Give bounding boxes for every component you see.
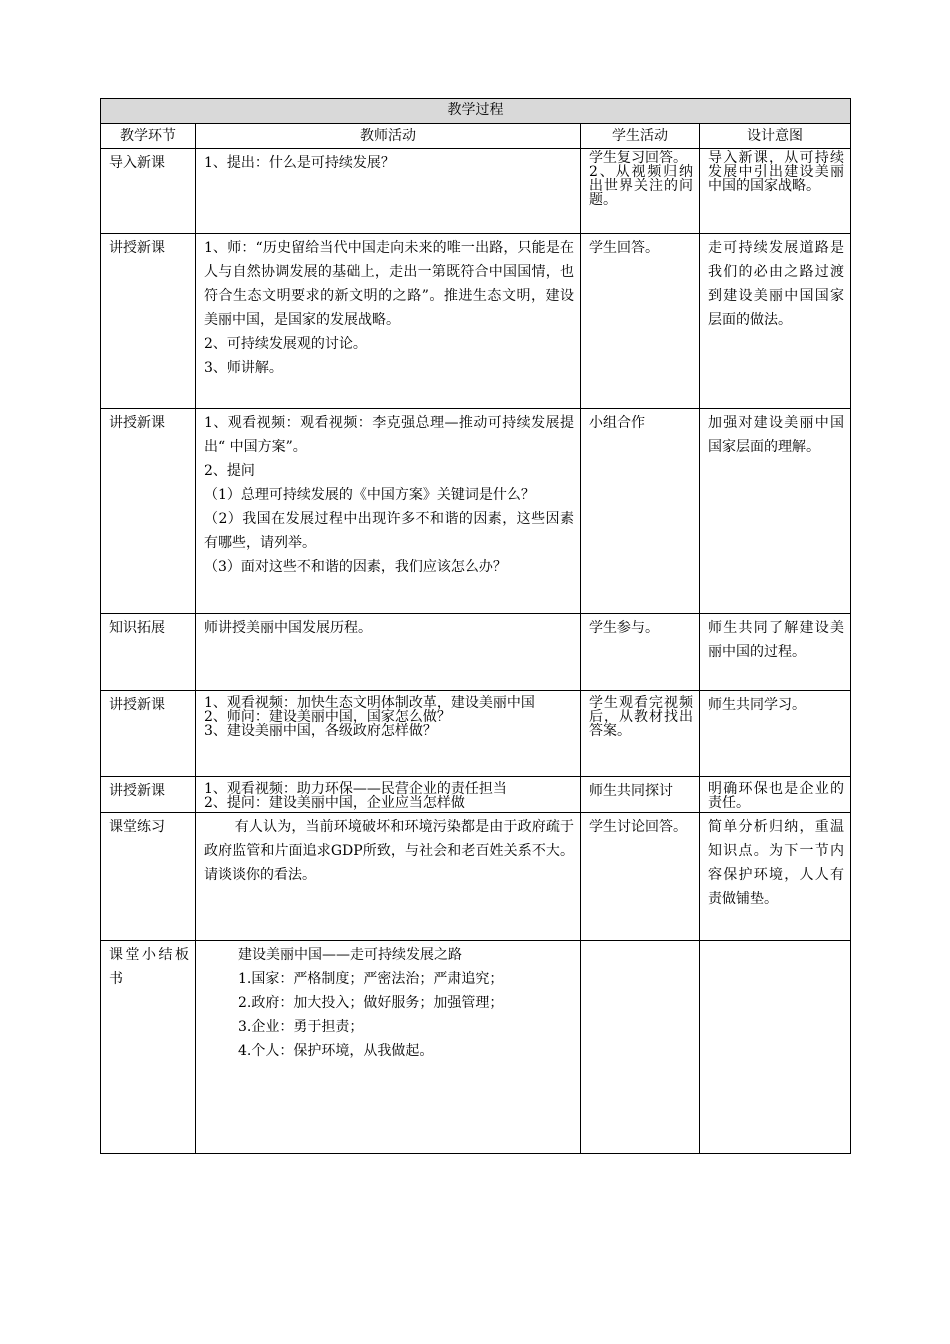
teacher-line: 2、可持续发展观的讨论。 — [204, 336, 367, 352]
teacher-line: 2、提问 — [204, 463, 255, 479]
student-line: 学生参与。 — [589, 620, 659, 636]
teacher-line: 1、师：“历史留给当代中国走向未来的唯一出路，只能是在人与自然协调发展的基础上，走出一第既符合中国国情，也符合生态文明要求的新文明的之路”。推进生态文明，建设美丽中国，是国家的发展战略。 — [204, 240, 574, 328]
student-cell — [581, 813, 700, 941]
table-title-row — [101, 99, 851, 124]
intent-cell — [700, 777, 851, 813]
student-line: 小组合作 — [589, 415, 645, 431]
intent-cell — [700, 234, 851, 409]
teacher-line: 1、提出：什么是可持续发展？ — [204, 155, 395, 171]
stage-cell: 导入新课 — [101, 149, 196, 234]
teacher-line: （3）面对这些不和谐的因素，我们应该怎么办？ — [204, 559, 507, 575]
intent-line: 明确环保也是企业的责任。 — [708, 781, 844, 811]
stage-cell: 知识拓展 — [101, 614, 196, 691]
intent-cell — [700, 149, 851, 234]
table-row — [101, 149, 851, 234]
header-stage: 教学环节 — [101, 124, 196, 149]
table-row — [101, 614, 851, 691]
board-item: 2.政府：加大投入；做好服务；加强管理； — [238, 995, 504, 1011]
teacher-line: 3、师讲解。 — [204, 360, 283, 376]
board-title: 建设美丽中国——走可持续发展之路 — [238, 947, 462, 963]
teacher-cell — [196, 941, 581, 1154]
teacher-line: 3、建设美丽中国，各级政府怎样做？ — [204, 723, 437, 739]
teacher-cell — [196, 149, 581, 234]
intent-line: 师生共同学习。 — [708, 697, 806, 713]
teacher-line: （1）总理可持续发展的《中国方案》关键词是什么？ — [204, 487, 535, 503]
teacher-cell — [196, 777, 581, 813]
intent-cell — [700, 813, 851, 941]
teacher-line: 有人认为，当前环境破坏和环境污染都是由于政府疏于政府监管和片面追求GDP所致，与社会和老百姓关系不大。请谈谈你的看法。 — [204, 819, 574, 883]
intent-line: 师生共同了解建设美丽中国的过程。 — [708, 620, 844, 660]
board-item: 3.企业：勇于担责； — [238, 1019, 364, 1035]
student-cell — [581, 409, 700, 614]
teacher-cell — [196, 813, 581, 941]
teaching-process-table — [100, 98, 851, 1154]
student-line: 学生复习回答。 — [589, 150, 687, 166]
table-row — [101, 813, 851, 941]
intent-line: 导入新课，从可持续发展中引出建设美丽中国的国家战略。 — [708, 150, 844, 194]
teacher-line: 2、提问：建设美丽中国，企业应当怎样做 — [204, 795, 465, 811]
student-cell — [581, 234, 700, 409]
intent-line: 简单分析归纳，重温知识点。为下一节内容保护环境，人人有责做铺垫。 — [708, 819, 844, 907]
header-intent: 设计意图 — [700, 124, 851, 149]
table-row — [101, 941, 851, 1154]
teacher-line: 师讲授美丽中国发展历程。 — [204, 620, 372, 636]
student-line: 2、从视频归纳出世界关注的问题。 — [589, 164, 693, 208]
intent-cell — [700, 409, 851, 614]
student-cell — [581, 149, 700, 234]
student-cell — [581, 614, 700, 691]
stage-cell: 讲授新课 — [101, 409, 196, 614]
student-line: 学生讨论回答。 — [589, 819, 687, 835]
teacher-line: 1、观看视频：助力环保——民营企业的责任担当 — [204, 781, 507, 797]
table-title: 教学过程 — [101, 99, 851, 124]
teacher-cell — [196, 409, 581, 614]
stage-cell: 讲授新课 — [101, 777, 196, 813]
teacher-line: 1、观看视频：加快生态文明体制改革，建设美丽中国 — [204, 695, 535, 711]
teacher-line: 2、师问：建设美丽中国，国家怎么做？ — [204, 709, 451, 725]
student-line: 师生共同探讨 — [589, 783, 673, 799]
student-cell — [581, 941, 700, 1154]
header-teacher: 教师活动 — [196, 124, 581, 149]
table-row — [101, 409, 851, 614]
intent-cell — [700, 614, 851, 691]
stage-cell: 讲授新课 — [101, 234, 196, 409]
header-student: 学生活动 — [581, 124, 700, 149]
table-row — [101, 691, 851, 777]
intent-line: 加强对建设美丽中国国家层面的理解。 — [708, 415, 844, 455]
student-cell — [581, 691, 700, 777]
stage-cell: 讲授新课 — [101, 691, 196, 777]
table-row — [101, 777, 851, 813]
board-item: 4.个人：保护环境，从我做起。 — [238, 1043, 434, 1059]
teacher-line: 1、观看视频：观看视频：李克强总理—推动可持续发展提出“ 中国方案”。 — [204, 415, 574, 455]
student-line: 学生观看完视频后，从教材找出答案。 — [589, 695, 693, 739]
student-cell — [581, 777, 700, 813]
stage-cell: 课堂小结板书 — [101, 941, 196, 1154]
table-header-row — [101, 124, 851, 149]
table-row — [101, 234, 851, 409]
stage-cell: 课堂练习 — [101, 813, 196, 941]
teacher-cell — [196, 691, 581, 777]
teacher-cell — [196, 614, 581, 691]
student-line: 学生回答。 — [589, 240, 659, 256]
teacher-cell — [196, 234, 581, 409]
teacher-line: （2）我国在发展过程中出现许多不和谐的因素，这些因素有哪些，请列举。 — [204, 511, 574, 551]
intent-cell — [700, 941, 851, 1154]
intent-cell — [700, 691, 851, 777]
intent-line: 走可持续发展道路是我们的必由之路过渡到建设美丽中国国家层面的做法。 — [708, 240, 844, 328]
board-item: 1.国家：严格制度；严密法治；严肃追究； — [238, 971, 504, 987]
